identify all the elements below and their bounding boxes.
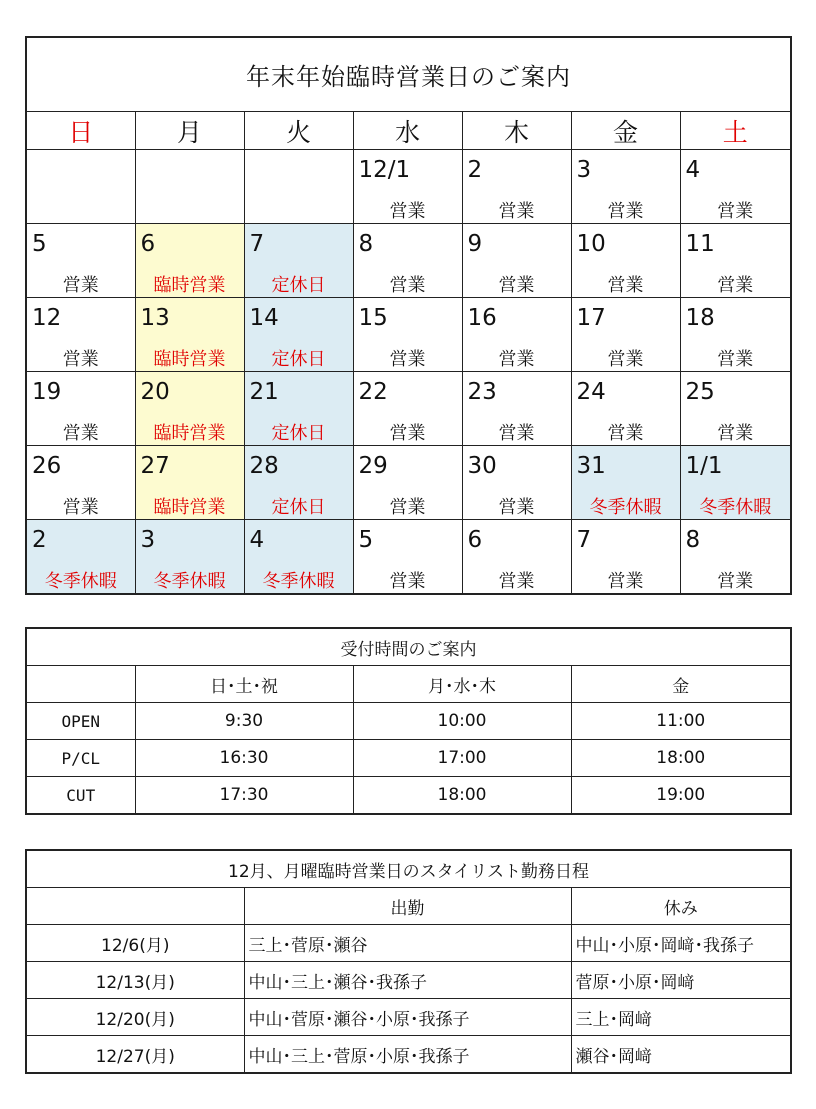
- day-status: 営業: [389, 275, 426, 296]
- calendar-day-cell: [244, 446, 353, 520]
- day-status: 臨時営業: [153, 275, 226, 296]
- day-number: 7: [576, 527, 592, 553]
- day-number: 12/1: [358, 157, 411, 183]
- day-number: 10: [576, 231, 606, 257]
- stylist-schedule-table: [25, 849, 792, 1074]
- hours-row-cut: [26, 777, 791, 815]
- day-number: 3: [140, 527, 156, 553]
- day-number: 12: [32, 305, 62, 331]
- calendar-day-cell: [26, 224, 135, 298]
- day-number: 4: [685, 157, 701, 183]
- weekday-header: 水: [353, 112, 462, 150]
- day-status: 冬季休暇: [44, 571, 117, 592]
- day-status: 営業: [498, 275, 535, 296]
- schedule-date: 12/27(月): [26, 1036, 244, 1074]
- day-status: 冬季休暇: [699, 497, 772, 518]
- day-status: 営業: [498, 497, 535, 518]
- calendar-day-cell: [462, 150, 571, 224]
- day-number: 30: [467, 453, 497, 479]
- calendar-day-cell: [571, 298, 680, 372]
- day-number: 21: [249, 379, 279, 405]
- hours-row-label: P/CL: [26, 740, 135, 777]
- day-status: 営業: [389, 497, 426, 518]
- calendar-table: [25, 36, 792, 595]
- day-status: 営業: [607, 423, 644, 444]
- hours-title: 受付時間のご案内: [26, 628, 791, 666]
- calendar-day-cell: [353, 446, 462, 520]
- day-status: 営業: [389, 349, 426, 370]
- calendar-day-cell: [244, 150, 353, 224]
- day-number: 25: [685, 379, 715, 405]
- schedule-off: 瀬谷･岡﨑: [571, 1036, 791, 1074]
- hours-col-friday: 金: [571, 666, 791, 703]
- calendar-day-cell: [571, 372, 680, 446]
- calendar-day-cell: [26, 520, 135, 595]
- day-number: 14: [249, 305, 279, 331]
- day-number: 6: [140, 231, 156, 257]
- calendar-day-cell: [680, 298, 791, 372]
- day-number: 18: [685, 305, 715, 331]
- calendar-day-cell: [462, 224, 571, 298]
- schedule-header-blank: [26, 888, 244, 925]
- hours-cell: 11:00: [571, 703, 791, 740]
- day-status: 営業: [717, 571, 754, 592]
- schedule-col-work: 出勤: [244, 888, 571, 925]
- day-number: 31: [576, 453, 606, 479]
- day-number: 8: [685, 527, 701, 553]
- calendar-day-cell: [135, 446, 244, 520]
- hours-cell: 16:30: [135, 740, 353, 777]
- hours-row-label: OPEN: [26, 703, 135, 740]
- day-status: 営業: [389, 571, 426, 592]
- day-status: 営業: [717, 349, 754, 370]
- day-status: 冬季休暇: [262, 571, 335, 592]
- calendar-title: 年末年始臨時営業日のご案内: [26, 37, 791, 112]
- weekday-header: 火: [244, 112, 353, 150]
- calendar-day-cell: [571, 150, 680, 224]
- day-number: 27: [140, 453, 170, 479]
- calendar-week-row: [26, 372, 791, 446]
- calendar-day-cell: [353, 150, 462, 224]
- day-number: 13: [140, 305, 170, 331]
- hours-cell: 9:30: [135, 703, 353, 740]
- day-status: 営業: [62, 423, 99, 444]
- schedule-col-off: 休み: [571, 888, 791, 925]
- day-number: 1/1: [685, 453, 723, 479]
- weekday-header: 日: [26, 112, 135, 150]
- hours-header-blank: [26, 666, 135, 703]
- weekday-header: 土: [680, 112, 791, 150]
- day-status: 営業: [62, 275, 99, 296]
- day-number: 2: [32, 527, 47, 553]
- day-status: 臨時営業: [153, 349, 226, 370]
- day-status: 定休日: [271, 349, 326, 370]
- day-number: 29: [358, 453, 388, 479]
- schedule-date: 12/20(月): [26, 999, 244, 1036]
- schedule-row: [26, 999, 791, 1036]
- day-status: 営業: [717, 275, 754, 296]
- calendar-day-cell: [26, 298, 135, 372]
- day-status: 営業: [498, 201, 535, 222]
- hours-row-pcl: [26, 740, 791, 777]
- day-number: 6: [467, 527, 483, 553]
- day-number: 19: [32, 379, 62, 405]
- day-status: 営業: [607, 349, 644, 370]
- schedule-date: 12/6(月): [26, 925, 244, 962]
- calendar-day-cell: [462, 520, 571, 595]
- weekday-header: 月: [135, 112, 244, 150]
- calendar-week-row: [26, 298, 791, 372]
- day-status: 定休日: [271, 275, 326, 296]
- schedule-row: [26, 1036, 791, 1074]
- day-status: 営業: [498, 571, 535, 592]
- schedule-row: [26, 925, 791, 962]
- day-status: 臨時営業: [153, 423, 226, 444]
- hours-row-open: [26, 703, 791, 740]
- calendar-day-cell: [462, 372, 571, 446]
- day-status: 営業: [62, 497, 99, 518]
- hours-cell: 18:00: [571, 740, 791, 777]
- day-status: 営業: [62, 349, 99, 370]
- schedule-off: 菅原･小原･岡﨑: [571, 962, 791, 999]
- day-number: 23: [467, 379, 497, 405]
- calendar-day-cell: [353, 224, 462, 298]
- schedule-off: 三上･岡﨑: [571, 999, 791, 1036]
- calendar-day-cell: [462, 298, 571, 372]
- calendar-day-cell: [244, 372, 353, 446]
- day-status: 営業: [607, 571, 644, 592]
- day-status: 定休日: [271, 497, 326, 518]
- calendar-day-cell: [135, 224, 244, 298]
- day-status: 営業: [607, 201, 644, 222]
- day-number: 20: [140, 379, 170, 405]
- calendar-day-cell: [244, 298, 353, 372]
- calendar-week-row: [26, 150, 791, 224]
- calendar-day-cell: [680, 372, 791, 446]
- schedule-work: 三上･菅原･瀬谷: [244, 925, 571, 962]
- calendar-week-row: [26, 520, 791, 595]
- calendar-day-cell: [680, 224, 791, 298]
- calendar-day-cell: [462, 446, 571, 520]
- schedule-work: 中山･三上･菅原･小原･我孫子: [244, 1036, 571, 1074]
- calendar-day-cell: [680, 520, 791, 595]
- day-number: 7: [249, 231, 265, 257]
- day-number: 4: [249, 527, 265, 553]
- calendar-day-cell: [680, 446, 791, 520]
- calendar-day-cell: [26, 446, 135, 520]
- day-number: 22: [358, 379, 388, 405]
- day-status: 営業: [607, 275, 644, 296]
- calendar-day-cell: [135, 150, 244, 224]
- weekday-header: 金: [571, 112, 680, 150]
- calendar-week-row: [26, 446, 791, 520]
- hours-cell: 19:00: [571, 777, 791, 815]
- weekday-header: 木: [462, 112, 571, 150]
- day-status: 臨時営業: [153, 497, 226, 518]
- day-number: 26: [32, 453, 62, 479]
- day-status: 冬季休暇: [589, 497, 662, 518]
- day-status: 営業: [717, 423, 754, 444]
- day-number: 8: [358, 231, 374, 257]
- calendar-day-cell: [353, 520, 462, 595]
- calendar-day-cell: [135, 298, 244, 372]
- hours-cell: 17:30: [135, 777, 353, 815]
- day-number: 3: [576, 157, 592, 183]
- calendar-day-cell: [244, 224, 353, 298]
- day-number: 5: [358, 527, 374, 553]
- day-number: 24: [576, 379, 606, 405]
- calendar-day-cell: [26, 150, 135, 224]
- day-status: 営業: [498, 349, 535, 370]
- calendar-day-cell: [135, 520, 244, 595]
- day-status: 営業: [717, 201, 754, 222]
- day-number: 2: [467, 157, 483, 183]
- calendar-day-cell: [571, 224, 680, 298]
- calendar-day-cell: [680, 150, 791, 224]
- schedule-title: 12月、月曜臨時営業日のスタイリスト勤務日程: [26, 850, 791, 888]
- weekday-header-row: [26, 112, 791, 150]
- schedule-date: 12/13(月): [26, 962, 244, 999]
- calendar-body: [26, 150, 791, 595]
- calendar-day-cell: [571, 446, 680, 520]
- day-number: 15: [358, 305, 388, 331]
- day-status: 営業: [389, 423, 426, 444]
- day-number: 17: [576, 305, 606, 331]
- calendar-day-cell: [353, 298, 462, 372]
- calendar-day-cell: [571, 520, 680, 595]
- calendar-day-cell: [244, 520, 353, 595]
- schedule-off: 中山･小原･岡﨑･我孫子: [571, 925, 791, 962]
- day-status: 定休日: [271, 423, 326, 444]
- schedule-work: 中山･三上･瀬谷･我孫子: [244, 962, 571, 999]
- calendar-day-cell: [353, 372, 462, 446]
- hours-col-weekday: 月･水･木: [353, 666, 571, 703]
- schedule-work: 中山･菅原･瀬谷･小原･我孫子: [244, 999, 571, 1036]
- day-status: 営業: [389, 201, 426, 222]
- day-status: 冬季休暇: [153, 571, 226, 592]
- day-number: 5: [32, 231, 47, 257]
- hours-cell: 18:00: [353, 777, 571, 815]
- reception-hours-table: [25, 627, 792, 815]
- hours-col-weekend: 日･土･祝: [135, 666, 353, 703]
- day-number: 11: [685, 231, 715, 257]
- schedule-row: [26, 962, 791, 999]
- day-number: 28: [249, 453, 279, 479]
- calendar-week-row: [26, 224, 791, 298]
- day-status: 営業: [498, 423, 535, 444]
- calendar-day-cell: [135, 372, 244, 446]
- hours-cell: 17:00: [353, 740, 571, 777]
- day-number: 9: [467, 231, 483, 257]
- calendar-day-cell: [26, 372, 135, 446]
- hours-cell: 10:00: [353, 703, 571, 740]
- hours-row-label: CUT: [26, 777, 135, 815]
- day-number: 16: [467, 305, 497, 331]
